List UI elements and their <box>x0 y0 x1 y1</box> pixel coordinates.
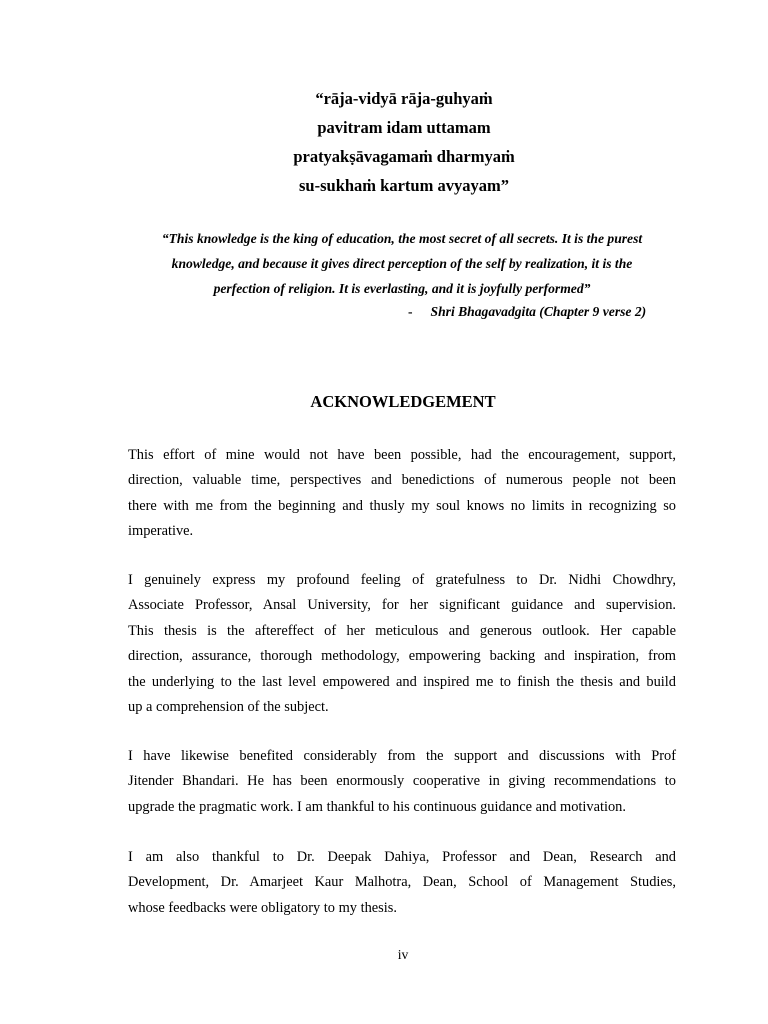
paragraph-line: Development, Dr. Amarjeet Kaur Malhotra, Dean, School of Management Studies, <box>128 874 676 891</box>
sanskrit-verse <box>0 84 768 200</box>
paragraph-line: Associate Professor, Ansal University, for her significant guidance and supervision. <box>128 597 676 614</box>
paragraph-line: the underlying to the last level empowered and inspired me to finish the thesis and build <box>128 673 676 690</box>
verse-attribution <box>408 302 646 322</box>
verse-line: “rāja-vidyā rāja-guhyaṁ <box>315 89 493 108</box>
paragraph-line: upgrade the pragmatic work. I am thankful to his continuous guidance and motivation. <box>128 798 626 815</box>
paragraph-line: direction, valuable time, perspectives and benedictions of numerous people not been <box>128 472 676 489</box>
paragraph-line: there with me from the beginning and thusly my soul knows no limits in recognizing so <box>128 497 676 514</box>
translation-line: perfection of religion. It is everlasting, and it is joyfully performed” <box>213 281 591 296</box>
verse-line: pavitram idam uttamam <box>317 118 491 137</box>
page-number: iv <box>397 947 409 962</box>
attribution-dash: - <box>408 304 413 319</box>
paragraph-line: up a comprehension of the subject. <box>128 699 329 716</box>
paragraph <box>128 568 676 720</box>
paragraph-line: I have likewise benefited considerably from the support and discussions with Prof <box>128 748 676 764</box>
translation-line: “This knowledge is the king of education, the most secret of all secrets. It is the purest <box>161 231 643 246</box>
paragraph-line: I genuinely express my profound feeling of gratefulness to Dr. Nidhi Chowdhry, <box>128 572 676 588</box>
paragraph-line: This effort of mine would not have been possible, had the encouragement, support, <box>128 447 676 463</box>
paragraph-line: imperative. <box>128 523 194 540</box>
verse-line: su-sukhaṁ kartum avyayam” <box>299 176 509 195</box>
paragraph-line: I am also thankful to Dr. Deepak Dahiya, Professor and Dean, Research and <box>128 849 676 865</box>
section-heading: ACKNOWLEDGEMENT <box>310 392 496 411</box>
paragraph-line: whose feedbacks were obligatory to my thesis. <box>128 899 397 916</box>
paragraph-line: Jitender Bhandari. He has been enormously cooperative in giving recommendations to <box>128 773 676 790</box>
translation-line: knowledge, and because it gives direct perception of the self by realization, it is the <box>171 256 633 271</box>
paragraph-line: This thesis is the aftereffect of her meticulous and generous outlook. Her capable <box>128 622 676 639</box>
paragraph-line: direction, assurance, thorough methodology, empowering backing and inspiration, from <box>128 648 676 665</box>
paragraph <box>128 744 676 820</box>
verse-line: pratyakṣāvagamaṁ dharmyaṁ <box>293 147 515 166</box>
paragraph <box>128 443 676 545</box>
attribution-source: Shri Bhagavadgita (Chapter 9 verse 2) <box>430 304 647 319</box>
paragraph <box>128 845 676 921</box>
verse-translation <box>124 226 680 301</box>
